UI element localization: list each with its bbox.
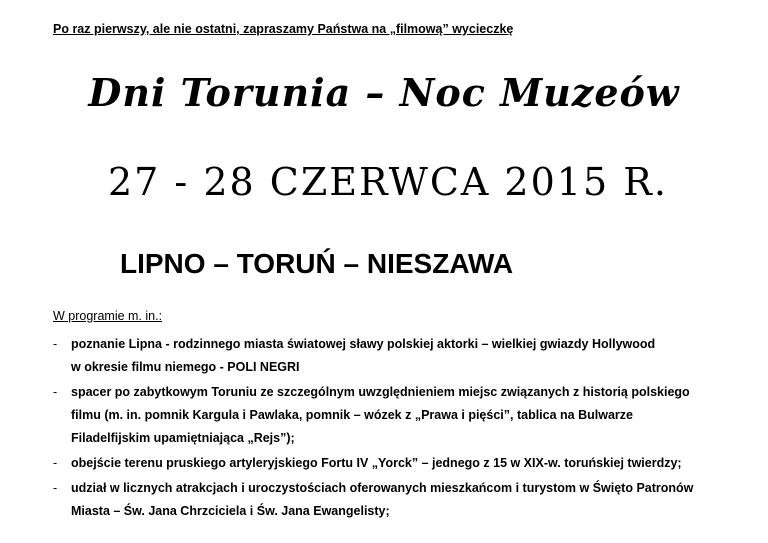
- event-title: Dni Torunia – Noc Muzeów: [88, 70, 680, 115]
- program-list: [53, 333, 753, 525]
- program-item-line: Miasta – Św. Jana Chrzciciela i Św. Jana Ewangelisty;: [71, 504, 390, 518]
- program-item: [53, 381, 753, 450]
- program-item-line: spacer po zabytkowym Toruniu ze szczególnym uwzględnieniem miejsc związanych z historią polskiego: [71, 385, 690, 399]
- program-label: W programie m. in.:: [53, 309, 163, 323]
- program-item-line: obejście terenu pruskiego artyleryjskiego Fortu IV „Yorck” – jednego z 15 w XIX-w. toruńskiej twierdzy;: [71, 456, 682, 470]
- program-item-line: Filadelfijskim upamiętniająca „Rejs”);: [71, 431, 295, 445]
- program-item: [53, 333, 753, 379]
- bullet-dash: -: [53, 456, 58, 470]
- program-item: [53, 477, 753, 523]
- program-item-line: filmu (m. in. pomnik Kargula i Pawlaka, pomnik – wózek z „Prawa i pięści”, tablica na Bulwarze: [71, 408, 633, 422]
- bullet-dash: -: [53, 385, 58, 399]
- bullet-dash: -: [53, 481, 58, 495]
- intro-text: Po raz pierwszy, ale nie ostatni, zapraszamy Państwa na „filmową” wycieczkę: [53, 22, 514, 36]
- program-item: [53, 452, 753, 475]
- program-item-line: w okresie filmu niemego - POLI NEGRI: [71, 360, 300, 374]
- event-date: 27 - 28 CZERWCA 2015 R.: [108, 160, 668, 204]
- program-item-line: poznanie Lipna - rodzinnego miasta światowej sławy polskiej aktorki – wielkiej gwiazdy Hollywood: [71, 337, 656, 351]
- route-heading: LIPNO – TORUŃ – NIESZAWA: [120, 248, 514, 279]
- bullet-dash: -: [53, 337, 58, 351]
- program-item-line: udział w licznych atrakcjach i uroczystościach oferowanych mieszkańcom i turystom w Święto Patronów: [71, 481, 694, 495]
